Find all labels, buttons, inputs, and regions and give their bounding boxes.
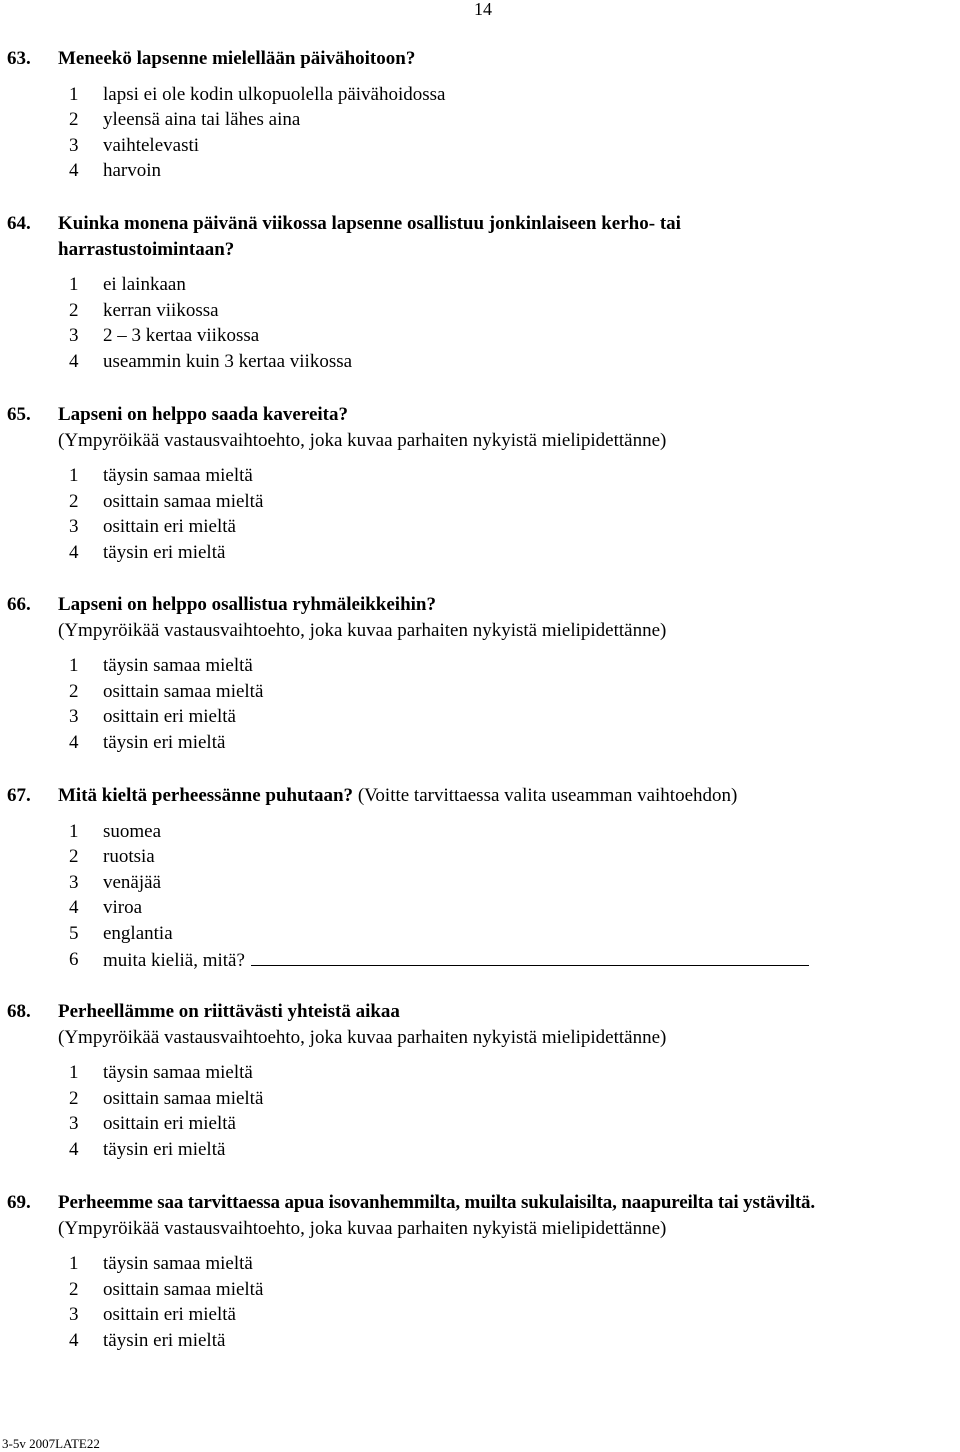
option-number[interactable]: 2 [69,490,79,512]
answer-option[interactable] [0,158,960,184]
answer-option[interactable] [0,921,960,947]
question-number: 69. [7,1192,31,1213]
option-label: kerran viikossa [103,299,219,321]
answer-option[interactable] [0,844,960,870]
question-63 [0,46,960,184]
question-text-line-2: harrastustoimintaan? [58,238,235,260]
option-label: osittain eri mieltä [103,1113,236,1135]
question-heading [0,402,960,428]
answer-options [0,819,960,974]
question-heading [0,592,960,618]
option-number[interactable]: 4 [69,1329,79,1351]
question-heading [0,999,960,1025]
answer-instruction: (Ympyröikää vastausvaihtoehto, joka kuvaa parhaiten nykyistä mielipidettänne) [58,619,667,641]
option-number[interactable]: 4 [69,350,79,372]
answer-option[interactable] [0,730,960,756]
document-footer-code: 3-5v 2007LATE22 [2,1436,100,1451]
question-text: Meneekö lapsenne mielellään päivähoitoon? [58,48,416,69]
option-number[interactable]: 3 [69,325,79,347]
option-number[interactable]: 1 [69,1062,79,1084]
option-number[interactable]: 3 [69,516,79,538]
answer-options [0,1060,960,1162]
option-label: vaihtelevasti [103,134,200,156]
option-number[interactable]: 3 [69,871,79,893]
question-number: 68. [7,1001,31,1022]
answer-option[interactable] [0,947,960,974]
answer-option[interactable] [0,298,960,324]
answer-option[interactable] [0,1137,960,1163]
option-number[interactable]: 1 [69,655,79,677]
option-label: täysin eri mieltä [103,1138,226,1160]
answer-option[interactable] [0,653,960,679]
question-heading [0,783,960,809]
question-68 [0,999,960,1163]
option-label: osittain samaa mieltä [103,680,264,702]
answer-option[interactable] [0,514,960,540]
option-number[interactable]: 2 [69,1087,79,1109]
option-label: useammin kuin 3 kertaa viikossa [103,350,353,372]
option-number[interactable]: 6 [69,948,79,970]
question-note: (Voitte tarvittaessa valita useamman vaihtoehdon) [353,785,738,806]
option-number[interactable]: 4 [69,731,79,753]
page-number: 14 [474,0,492,19]
option-number[interactable]: 1 [69,83,79,105]
option-number[interactable]: 1 [69,465,79,487]
answer-instruction: (Ympyröikää vastausvaihtoehto, joka kuvaa parhaiten nykyistä mielipidettänne) [58,429,667,451]
answer-option[interactable] [0,1328,960,1354]
answer-option[interactable] [0,679,960,705]
option-label: täysin samaa mieltä [103,1253,253,1275]
option-number[interactable]: 3 [69,706,79,728]
answer-option[interactable] [0,1277,960,1303]
option-label: täysin eri mieltä [103,731,226,753]
question-number: 66. [7,594,31,615]
option-number[interactable]: 2 [69,846,79,868]
answer-option[interactable] [0,463,960,489]
question-67 [0,783,960,973]
option-label: yleensä aina tai lähes aina [103,109,301,131]
option-label: osittain eri mieltä [103,1304,236,1326]
answer-option[interactable] [0,1251,960,1277]
answer-option[interactable] [0,1086,960,1112]
question-64 [0,211,960,375]
answer-option[interactable] [0,272,960,298]
question-text: Lapseni on helppo saada kavereita? [58,404,348,425]
question-number: 63. [7,48,31,69]
answer-option[interactable] [0,819,960,845]
option-label: venäjää [103,871,162,893]
answer-option[interactable] [0,349,960,375]
answer-option[interactable] [0,133,960,159]
answer-option[interactable] [0,323,960,349]
option-number[interactable]: 2 [69,299,79,321]
option-number[interactable]: 3 [69,134,79,156]
option-number[interactable]: 2 [69,680,79,702]
option-number[interactable]: 2 [69,109,79,131]
option-label: täysin samaa mieltä [103,1062,253,1084]
option-number[interactable]: 5 [69,922,79,944]
question-heading [0,1190,960,1216]
question-number: 67. [7,785,31,806]
answer-option[interactable] [0,1111,960,1137]
question-text: Perheellämme on riittävästi yhteistä aikaa [58,1001,400,1022]
answer-options [0,272,960,374]
option-number[interactable]: 4 [69,1138,79,1160]
option-label: osittain eri mieltä [103,516,236,538]
answer-option[interactable] [0,540,960,566]
question-heading [0,46,960,72]
option-label: englantia [103,922,173,944]
option-number[interactable]: 4 [69,541,79,563]
option-number[interactable]: 4 [69,897,79,919]
answer-options [0,1251,960,1353]
question-number: 65. [7,404,31,425]
answer-option[interactable] [0,704,960,730]
answer-options [0,463,960,565]
option-label: osittain eri mieltä [103,706,236,728]
answer-option[interactable] [0,895,960,921]
answer-instruction: (Ympyröikää vastausvaihtoehto, joka kuvaa parhaiten nykyistä mielipidettänne) [58,1217,667,1239]
answer-option[interactable] [0,1302,960,1328]
option-number[interactable]: 1 [69,1253,79,1275]
question-heading [0,211,960,262]
question-text: Mitä kieltä perheessänne puhutaan? [58,785,354,806]
option-number[interactable]: 4 [69,160,79,182]
option-label: täysin eri mieltä [103,1329,226,1351]
option-number[interactable]: 3 [69,1304,79,1326]
option-label: 2 – 3 kertaa viikossa [103,325,260,347]
option-label: osittain samaa mieltä [103,490,264,512]
answer-option[interactable] [0,82,960,108]
question-text: Lapseni on helppo osallistua ryhmäleikkeihin? [58,594,436,615]
question-66 [0,592,960,756]
question-text: Perheemme saa tarvittaessa apua isovanhemmilta, muilta sukulaisilta, naapureilta tai ystäviltä. [58,1192,815,1213]
option-label: osittain samaa mieltä [103,1087,264,1109]
option-label: ei lainkaan [103,274,186,296]
option-number[interactable]: 2 [69,1278,79,1300]
option-label: viroa [103,897,143,919]
answer-option[interactable] [0,489,960,515]
option-label: osittain samaa mieltä [103,1278,264,1300]
answer-option[interactable] [0,107,960,133]
option-label: suomea [103,820,162,842]
option-label: täysin samaa mieltä [103,655,253,677]
question-number: 64. [7,213,31,234]
answer-options [0,82,960,184]
answer-option[interactable] [0,870,960,896]
option-label: täysin samaa mieltä [103,465,253,487]
answer-options [0,653,960,755]
option-label: ruotsia [103,846,155,868]
option-label: lapsi ei ole kodin ulkopuolella päivähoidossa [103,83,446,105]
option-label: täysin eri mieltä [103,541,226,563]
option-number[interactable]: 1 [69,820,79,842]
other-language-blank[interactable] [251,947,809,966]
option-label: muita kieliä, mitä? [103,949,245,971]
answer-option[interactable] [0,1060,960,1086]
question-69 [0,1190,960,1354]
answer-instruction: (Ympyröikää vastausvaihtoehto, joka kuvaa parhaiten nykyistä mielipidettänne) [58,1026,667,1048]
option-number[interactable]: 1 [69,274,79,296]
option-number[interactable]: 3 [69,1113,79,1135]
question-65 [0,402,960,566]
option-label: harvoin [103,160,162,182]
question-text-line-1: Kuinka monena päivänä viikossa lapsenne osallistuu jonkinlaiseen kerho- tai [58,213,681,234]
